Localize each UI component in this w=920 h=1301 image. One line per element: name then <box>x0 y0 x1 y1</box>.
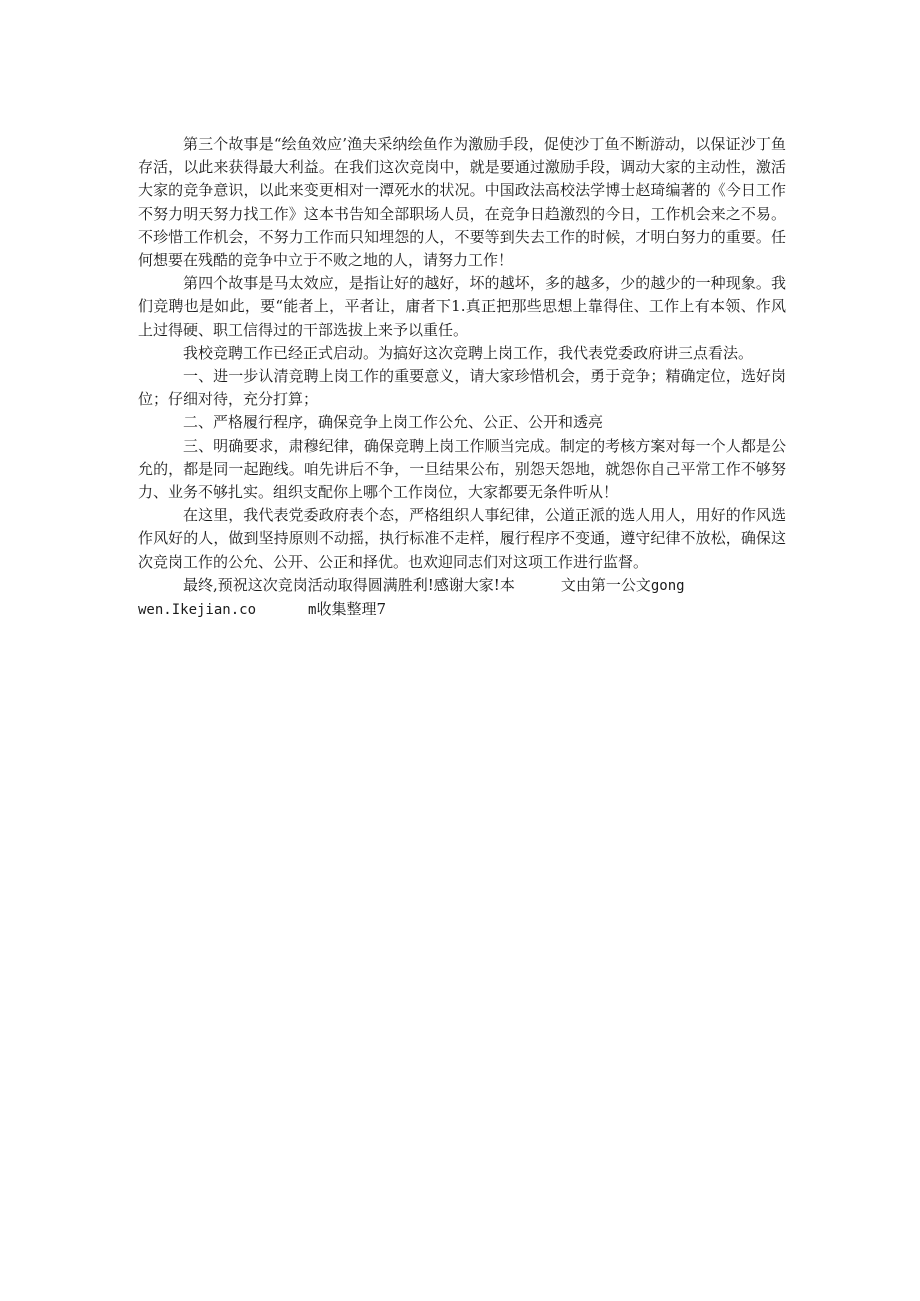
paragraph-story-three: 第三个故事是“绘鱼效应’渔夫采纳绘鱼作为激励手段，促使沙丁鱼不断游动，以保证沙丁鱼存活，以此来获得最大利益。在我们这次竞岗中，就是要通过激励手段，调动大家的主动性，激活大家的竞争意识，以此来变更相对一潭死水的状况。中国政法高校法学博士赵琦编著的《今日工作不努力明天努力找工作》这本书告知全部职场人员，在竞争日趋激烈的今日，工作机会来之不易。不珍惜工作机会，不努力工作而只知埋怨的人，不要等到失去工作的时候，才明白努力的重要。任何想要在残酷的竞争中立于不败之地的人，请努力工作！ <box>138 135 786 270</box>
paragraph-point-two: 二、严格履行程序，确保竞争上岗工作公允、公正、公开和透亮 <box>183 413 604 432</box>
paragraph-story-four: 第四个故事是马太效应，是指让好的越好，坏的越坏，多的越多，少的越少的一种现象。我们竞聘也是如此，要“能者上，平者让，庸者下1.真正把那些思想上靠得住、工作上有本领、作风上过得硬、职工信得过的干部选拔上来予以重任。 <box>138 274 786 339</box>
source-url-end: m <box>308 602 317 619</box>
paragraph-point-three: 三、明确要求，肃穆纪律，确保竞聘上岗工作顺当完成。制定的考核方案对每一个人都是公允的，都是同一起跑线。咱先讲后不争，一旦结果公布，别怨天怨地，就怨你自己平常工作不够努力、业务不够扎实。组织支配你上哪个工作岗位，大家都要无条件听从！ <box>138 436 786 502</box>
closing-text: 最终,预祝这次竞岗活动取得圆满胜利!感谢大家!本 <box>183 575 515 594</box>
source-url-start: gong <box>650 577 685 594</box>
source-url-middle: wen.Ikejian.co <box>138 602 257 619</box>
paragraph-statement: 在这里，我代表党委政府表个态，严格组织人事纪律，公道正派的选人用人，用好的作风选作风好的人，做到坚持原则不动摇，执行标准不走样，履行程序不变通，遵守纪律不放松，确保这次竞岗工作的公允、公开、公正和择优。也欢迎同志们对这项工作进行监督。 <box>138 506 786 571</box>
closing-line-two <box>138 598 786 622</box>
paragraph-launch: 我校竞聘工作已经正式启动。为搞好这次竞聘上岗工作，我代表党委政府讲三点看法。 <box>183 343 754 362</box>
source-text: 文由第一公文 <box>560 575 651 594</box>
closing-line-one <box>138 574 786 598</box>
document-body <box>138 133 786 622</box>
paragraph-point-one: 一、进一步认清竞聘上岗工作的重要意义，请大家珍惜机会，勇于竞争；精确定位，选好岗位；仔细对待，充分打算； <box>138 367 786 409</box>
collection-note: 收集整理7 <box>316 600 386 619</box>
